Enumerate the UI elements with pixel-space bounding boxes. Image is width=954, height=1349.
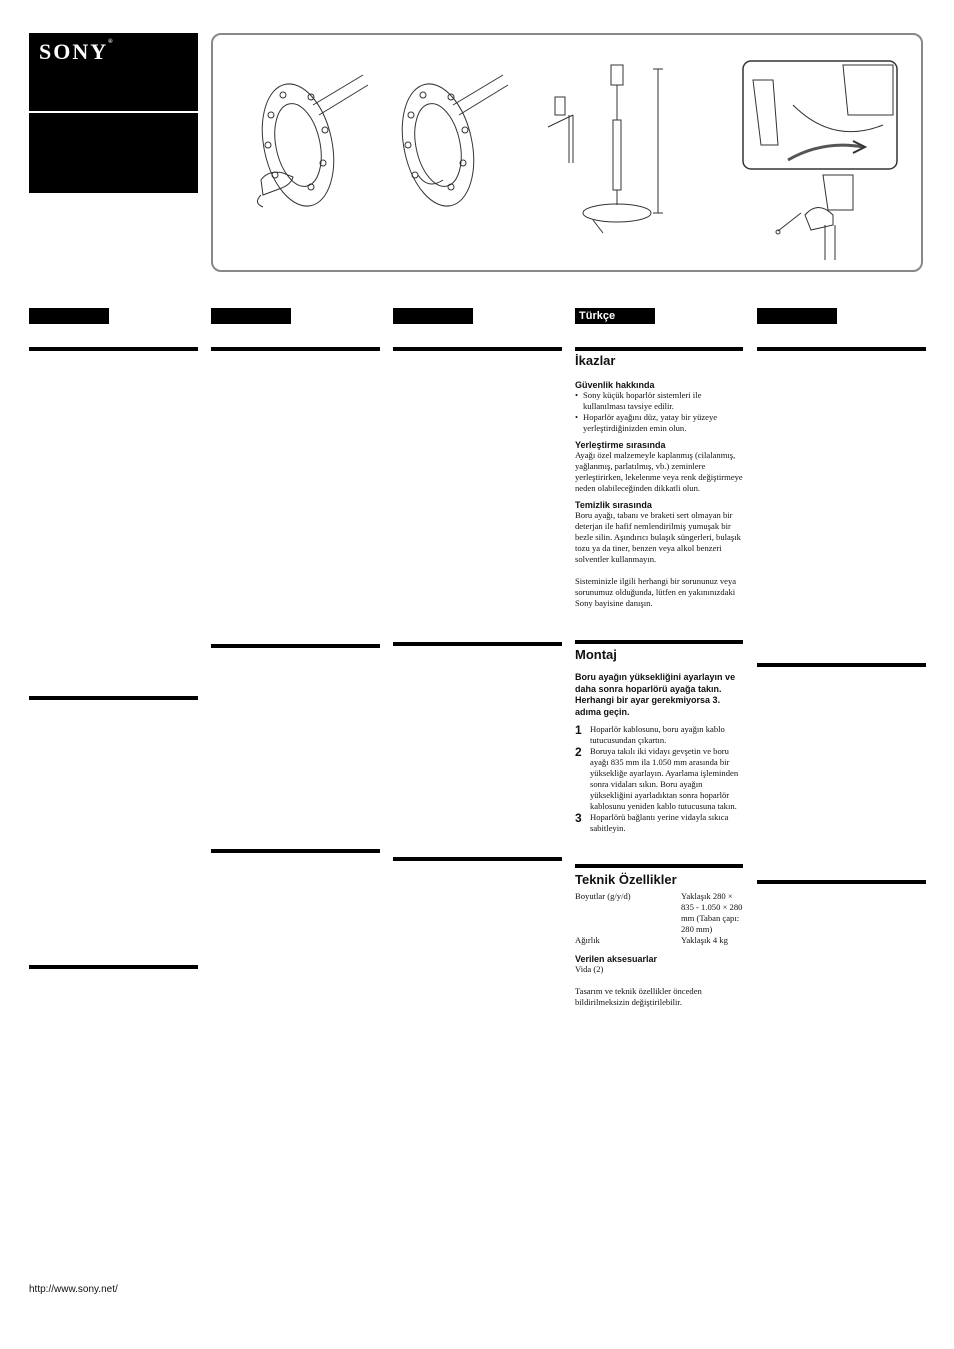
- section-rule: [211, 347, 380, 351]
- sony-logo-block: [29, 33, 198, 111]
- assembly-section: [575, 647, 743, 834]
- section-rule: [757, 880, 926, 884]
- assembly-step: 1 Hoparlör kablosunu, boru ayağın kablo tutucusundan çıkartın.: [575, 723, 725, 745]
- lang-tab-turkish: Türkçe: [575, 308, 655, 324]
- warnings-section: [575, 353, 743, 609]
- assembly-step: 3 Hoparlörü bağlantı yerine vidayla sıkıca sabitleyin.: [575, 811, 729, 833]
- section-rule: [757, 663, 926, 667]
- safety-bullet: • Sony küçük hoparlör sistemleri ile kullanılması tavsiye edilir.: [575, 390, 702, 411]
- accessories-heading: Verilen aksesuarlar: [575, 954, 658, 964]
- assembly-illustration: [211, 33, 923, 272]
- placement-text: Ayağı özel malzemeyle kaplanmış (cilalanmış, yağlanmış, parlatılmış, vb.) zeminlere yerleştirirken, lekelenme veya renk değiştirmeye neden olabileceğinden dikkatli olun.: [575, 450, 743, 493]
- safety-bullet: • Hoparlör ayağını düz, yatay bir yüzeye yerleştirdiğinizden emin olun.: [575, 412, 718, 433]
- figure-bracket-detail: [743, 61, 897, 260]
- lang-tab-col5: [757, 308, 837, 324]
- spec-row-weight: Ağırlık Yaklaşık 4 kg: [575, 935, 728, 945]
- cleaning-heading: Temizlik sırasında: [575, 500, 652, 510]
- assembly-intro: Boru ayağın yüksekliğini ayarlayın ve daha sonra hoparlörü ayağa takın. Herhangi bir ayar gerekmiyorsa 3. adıma geçin.: [575, 672, 736, 717]
- warnings-title: İkazlar: [575, 353, 616, 368]
- figure-base-screws: [252, 75, 368, 213]
- section-rule: [393, 642, 562, 646]
- accessories-text: Vida (2): [575, 964, 604, 974]
- contact-text: Sisteminizle ilgili herhangi bir sorununuz veya sorunumuz olduğunda, lütfen en yakınınızdaki Sony bayisine danışın.: [575, 576, 737, 608]
- footer-url[interactable]: http://www.sony.net/: [29, 1284, 118, 1295]
- section-rule: [393, 857, 562, 861]
- assembly-drawing: [213, 35, 921, 270]
- spec-row-dimensions: Boyutlar (g/y/d) Yaklaşık 280 × 835 - 1.050 × 280 mm (Taban çapı: 280 mm): [575, 891, 743, 934]
- section-rule: [393, 347, 562, 351]
- cleaning-text: Boru ayağı, tabanı ve braketi sert olmayan bir deterjan ile hafif nemlendirilmiş yumuşak bir bezle silin. Aşındırıcı bulaşık süngerleri, bulaşık tozu ya da tiner, benzen veya alkol benzeri solventler kullanmayın.: [575, 510, 741, 564]
- section-rule: [757, 347, 926, 351]
- specs-notice: Tasarım ve teknik özellikler önceden bildirilmeksizin değiştirilebilir.: [575, 986, 702, 1007]
- placement-heading: Yerleştirme sırasında: [575, 440, 666, 450]
- lang-tab-col2: [211, 308, 291, 324]
- lang-tab-col3: [393, 308, 473, 324]
- sony-logo: SONY®: [39, 39, 113, 64]
- section-rule: [211, 849, 380, 853]
- figure-base-cable: [392, 75, 508, 213]
- section-rule: [575, 347, 743, 351]
- section-rule: [575, 640, 743, 644]
- section-rule: [575, 864, 743, 868]
- specs-title: Teknik Özellikler: [575, 872, 677, 887]
- section-rule: [29, 965, 198, 969]
- figure-stand-height: [548, 65, 663, 233]
- section-rule: [211, 644, 380, 648]
- safety-heading: Güvenlik hakkında: [575, 380, 655, 390]
- assembly-step: 2 Boruya takılı iki vidayı gevşetin ve boru ayağı 835 mm ila 1.050 mm arasında bir yüksekliğe ayarlayın. Ayarlama işleminden sonra vidaları sıkın. Boru ayağın yüksekliğini ayarladıktan sonra hoparlör kablosunu yeniden kablo tutucusuna takın.: [575, 745, 739, 811]
- assembly-title: Montaj: [575, 647, 617, 662]
- specs-section: [575, 872, 743, 1008]
- section-rule: [29, 347, 198, 351]
- lang-tab-col1: [29, 308, 109, 324]
- title-block: [29, 113, 198, 193]
- section-rule: [29, 696, 198, 700]
